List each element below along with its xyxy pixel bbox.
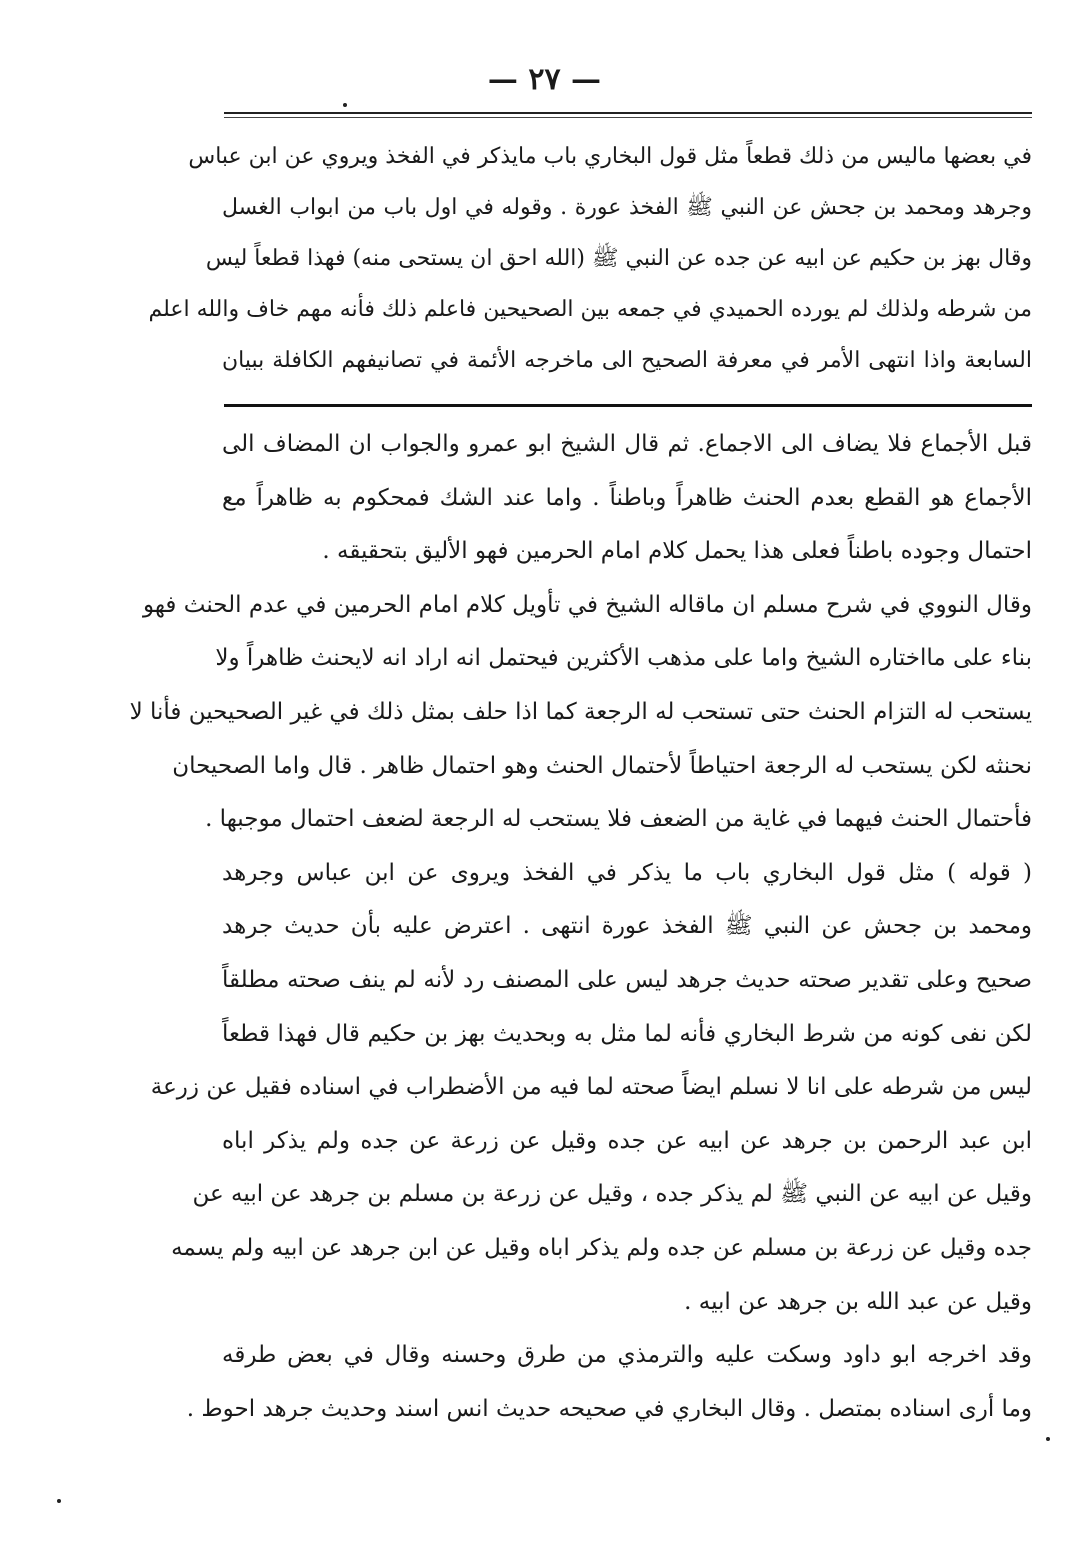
text-line: وقيل عن عبد الله بن جرهد عن ابيه .: [684, 1288, 1032, 1315]
text-line: نحنثه لكن يستحب له الرجعة احتياطاً لأحتمال الحنث وهو احتمال ظاهر . قال واما الصحيحان: [172, 752, 1032, 779]
text-line: وقال النووي في شرح مسلم ان ماقاله الشيخ في تأويل كلام امام الحرمين في عدم الحنث فهو: [142, 591, 1032, 618]
commentary-text-block: [129, 418, 1032, 1436]
text-line: ومحمد بن جحش عن النبي ﷺ الفخذ عورة انتهى . اعترض عليه بأن حديث جرهد: [222, 913, 1032, 940]
text-line: فأحتمال الحنث فيهما في غاية من الضعف فلا يستحب له الرجعة لضعف احتمال موجبها .: [205, 806, 1032, 833]
header-rule: [224, 112, 1032, 114]
text-line: صحيح وعلى تقدير صحته حديث جرهد ليس على المصنف رد لأنه لم ينف صحته مطلقاً: [222, 966, 1032, 993]
ink-speck: [1046, 1437, 1050, 1441]
text-line: احتمال وجوده باطناً فعلى هذا يحمل كلام امام الحرمين فهو الأليق بتحقيقه .: [322, 538, 1032, 565]
text-line: لكن نفى كونه من شرط البخاري فأنه لما مثل به وبحديث بهز بن حكيم قال فهذا قطعاً: [222, 1020, 1032, 1047]
ink-speck: [343, 103, 347, 107]
text-line: ليس من شرطه على انا لا نسلم ايضاً صحته لما فيه من الأضطراب في اسناده فقيل عن زرعة: [150, 1074, 1032, 1101]
text-line: من شرطه ولذلك لم يورده الحميدي في جمعه بين الصحيحين فاعلم ذلك فأنه مهم خاف والله اعلم: [148, 297, 1032, 322]
text-line: ( قوله ) مثل قول البخاري باب ما يذكر في الفخذ ويروى عن ابن عباس وجرهد: [222, 859, 1032, 886]
text-line: وجرهد ومحمد بن جحش عن النبي ﷺ الفخذ عورة . وقوله في اول باب من ابواب الغسل: [222, 195, 1032, 220]
section-separator: [224, 404, 1032, 407]
text-line: في بعضها ماليس من ذلك قطعاً مثل قول البخاري باب مايذكر في الفخذ ويروي عن ابن عباس: [188, 144, 1032, 169]
ink-speck: [57, 1499, 61, 1503]
text-line: السابعة واذا انتهى الأمر في معرفة الصحيح الى ماخرجه الأئمة في تصانيفهم الكافلة ببيان: [222, 348, 1032, 373]
text-line: قبل الأجماع فلا يضاف الى الاجماع. ثم قال الشيخ ابو عمرو والجواب ان المضاف الى: [222, 431, 1032, 457]
text-line: بناء على مااختاره الشيخ واما على مذهب الأكثرين فيحتمل انه اراد انه لايحنث ظاهراً ولا: [215, 645, 1032, 672]
text-line: وقد اخرجه ابو داود وسكت عليه والترمذي من طرق وحسنه وقال في بعض طرقه: [222, 1342, 1032, 1369]
text-line: وقيل عن ابيه عن النبي ﷺ لم يذكر جده ، وقيل عن زرعة بن مسلم بن جرهد عن ابيه عن: [192, 1181, 1032, 1208]
header-rule-secondary: [224, 117, 1032, 118]
text-line: ابن عبد الرحمن بن جرهد عن ابيه عن جده وقيل عن زرعة عن جده ولم يذكر اباه: [222, 1127, 1032, 1154]
text-line: الأجماع هو القطع بعدم الحنث ظاهراً وباطناً . واما عند الشك فمحكوم به ظاهراً مع: [222, 484, 1032, 511]
main-text-block: [148, 131, 1032, 386]
text-line: وما أرى اسناده بمتصل . وقال البخاري في صحيحه حديث انس اسند وحديث جرهد احوط .: [186, 1395, 1032, 1422]
text-line: وقال بهز بن حكيم عن ابيه عن جده عن النبي ﷺ (الله احق ان يستحى منه) فهذا قطعاً ليس: [205, 246, 1032, 271]
page-number: — ٢٧ —: [487, 62, 602, 97]
text-line: جده وقيل عن زرعة بن مسلم عن جده ولم يذكر اباه وقيل عن ابن جرهد عن ابيه ولم يسمه: [171, 1234, 1032, 1261]
text-line: يستحب له التزام الحنث حتى تستحب له الرجعة كما اذا حلف بمثل ذلك في غير الصحيحين فأنا لا: [129, 698, 1032, 725]
